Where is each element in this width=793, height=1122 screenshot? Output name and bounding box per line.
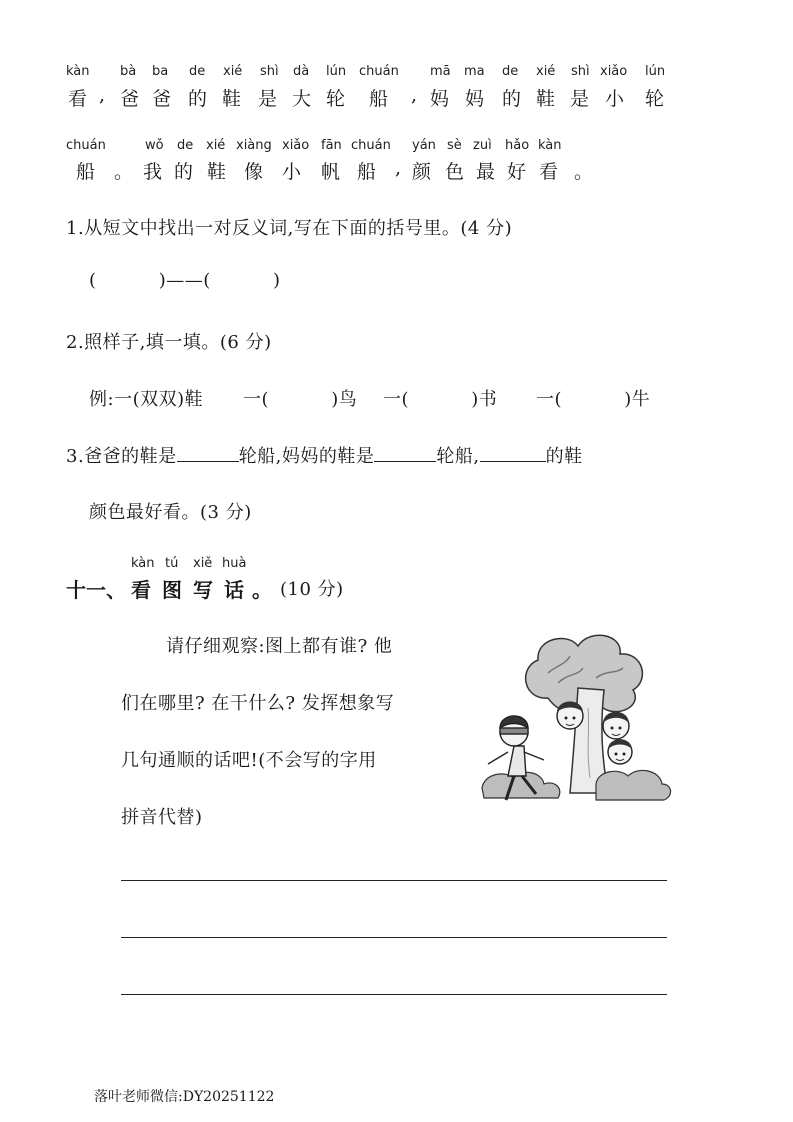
pinyin: xié	[536, 64, 556, 79]
bush	[596, 770, 671, 800]
hiding-child	[608, 739, 632, 764]
answer-blank-antonyms[interactable]: ( )——( )	[89, 270, 281, 291]
hanzi: 看	[539, 161, 559, 183]
pinyin: xié	[223, 64, 243, 79]
hanzi: 爸	[120, 88, 140, 110]
pinyin: de	[177, 138, 194, 153]
title-char: 话	[224, 578, 244, 602]
writing-line[interactable]	[121, 994, 667, 995]
hanzi: 轮	[645, 88, 665, 110]
hanzi: 的	[174, 161, 194, 183]
pinyin: kàn	[538, 138, 562, 153]
hanzi: 。	[574, 161, 594, 183]
pinyin: kàn	[131, 556, 155, 571]
pinyin: ma	[464, 64, 485, 79]
title-char: 看	[131, 578, 151, 602]
pinyin: lún	[645, 64, 666, 79]
hanzi: ,	[395, 157, 402, 179]
pinyin: wǒ	[145, 138, 164, 153]
fill-blank-book[interactable]: 一( )书	[383, 389, 498, 410]
q3-text-a: 3.爸爸的鞋是	[66, 446, 177, 467]
question-3-line2: 颜色最好看。(3 分)	[89, 502, 252, 523]
pinyin: xiàng	[236, 138, 272, 153]
answer-blank[interactable]	[480, 445, 546, 462]
writing-line[interactable]	[121, 880, 667, 881]
hanzi: 颜	[412, 161, 432, 183]
pinyin: shì	[260, 64, 279, 79]
footer-contact: 落叶老师微信:DY20251122	[94, 1089, 275, 1105]
pinyin: chuán	[351, 138, 391, 153]
answer-blank[interactable]	[177, 445, 239, 462]
pinyin: tú	[165, 556, 179, 571]
pinyin: xiǎo	[282, 138, 310, 153]
pinyin: de	[502, 64, 519, 79]
hanzi: 看	[68, 88, 88, 110]
hiding-child	[557, 702, 583, 730]
pinyin: zuì	[473, 138, 492, 153]
hanzi: 。	[114, 161, 134, 183]
hanzi: 鞋	[207, 161, 227, 183]
prompt-line: 请仔细观察:图上都有谁? 他	[166, 636, 393, 657]
q3-text-c: 轮船,	[436, 446, 480, 467]
prompt-line: 拼音代替)	[121, 807, 203, 828]
fill-blank-bird[interactable]: 一( )鸟	[243, 389, 358, 410]
title-char: 。	[252, 578, 272, 602]
pinyin: hǎo	[505, 138, 530, 153]
hanzi: 妈	[430, 88, 450, 110]
pinyin: sè	[447, 138, 462, 153]
pinyin: shì	[571, 64, 590, 79]
hanzi: 最	[476, 161, 496, 183]
title-char: 图	[162, 578, 182, 602]
pinyin: ba	[152, 64, 169, 79]
hanzi: ,	[99, 84, 106, 106]
hanzi: 是	[258, 88, 278, 110]
question-1: 1.从短文中找出一对反义词,写在下面的括号里。(4 分)	[66, 218, 513, 239]
q3-text-d: 的鞋	[545, 446, 583, 467]
pinyin: lún	[326, 64, 347, 79]
section-number: 十一、	[66, 578, 126, 602]
writing-line[interactable]	[121, 937, 667, 938]
pinyin: dà	[293, 64, 310, 79]
hanzi: 好	[507, 161, 527, 183]
hanzi: 小	[282, 161, 302, 183]
pinyin: chuán	[359, 64, 399, 79]
prompt-line: 几句通顺的话吧!(不会写的字用	[121, 750, 377, 771]
hanzi: 船	[357, 161, 377, 183]
hanzi: 鞋	[536, 88, 556, 110]
hanzi: 是	[570, 88, 590, 110]
hanzi: 轮	[326, 88, 346, 110]
pinyin: xiǎo	[600, 64, 628, 79]
answer-blank[interactable]	[374, 445, 436, 462]
section-points: (10 分)	[280, 579, 344, 600]
prompt-line: 们在哪里? 在干什么? 发挥想象写	[121, 693, 395, 714]
example-item: 例:一(双双)鞋	[89, 389, 204, 410]
children-playing-illustration	[478, 628, 674, 816]
hanzi: 船	[369, 88, 389, 110]
title-char: 写	[193, 578, 213, 602]
hanzi: 色	[445, 161, 465, 183]
hanzi: 我	[143, 161, 163, 183]
pinyin: de	[189, 64, 206, 79]
hanzi: 妈	[465, 88, 485, 110]
question-3	[66, 442, 583, 468]
hanzi: 像	[244, 161, 264, 183]
pinyin: xiě	[193, 556, 213, 571]
pinyin: bà	[120, 64, 137, 79]
hanzi: 的	[502, 88, 522, 110]
hanzi: ,	[411, 84, 418, 106]
q3-text-b: 轮船,妈妈的鞋是	[238, 446, 375, 467]
fill-blank-cow[interactable]: 一( )牛	[536, 389, 651, 410]
pinyin: chuán	[66, 138, 106, 153]
question-2: 2.照样子,填一填。(6 分)	[66, 332, 272, 353]
hanzi: 的	[188, 88, 208, 110]
pinyin: fān	[321, 138, 342, 153]
pinyin: huà	[222, 556, 247, 571]
hiding-child	[603, 712, 629, 739]
hanzi: 小	[605, 88, 625, 110]
hanzi: 大	[292, 88, 312, 110]
hanzi: 爸	[152, 88, 172, 110]
pinyin: mā	[430, 64, 451, 79]
pinyin: yán	[412, 138, 436, 153]
hanzi: 帆	[321, 161, 341, 183]
pinyin: kàn	[66, 64, 90, 79]
hanzi: 鞋	[222, 88, 242, 110]
pinyin: xié	[206, 138, 226, 153]
hanzi: 船	[76, 161, 96, 183]
